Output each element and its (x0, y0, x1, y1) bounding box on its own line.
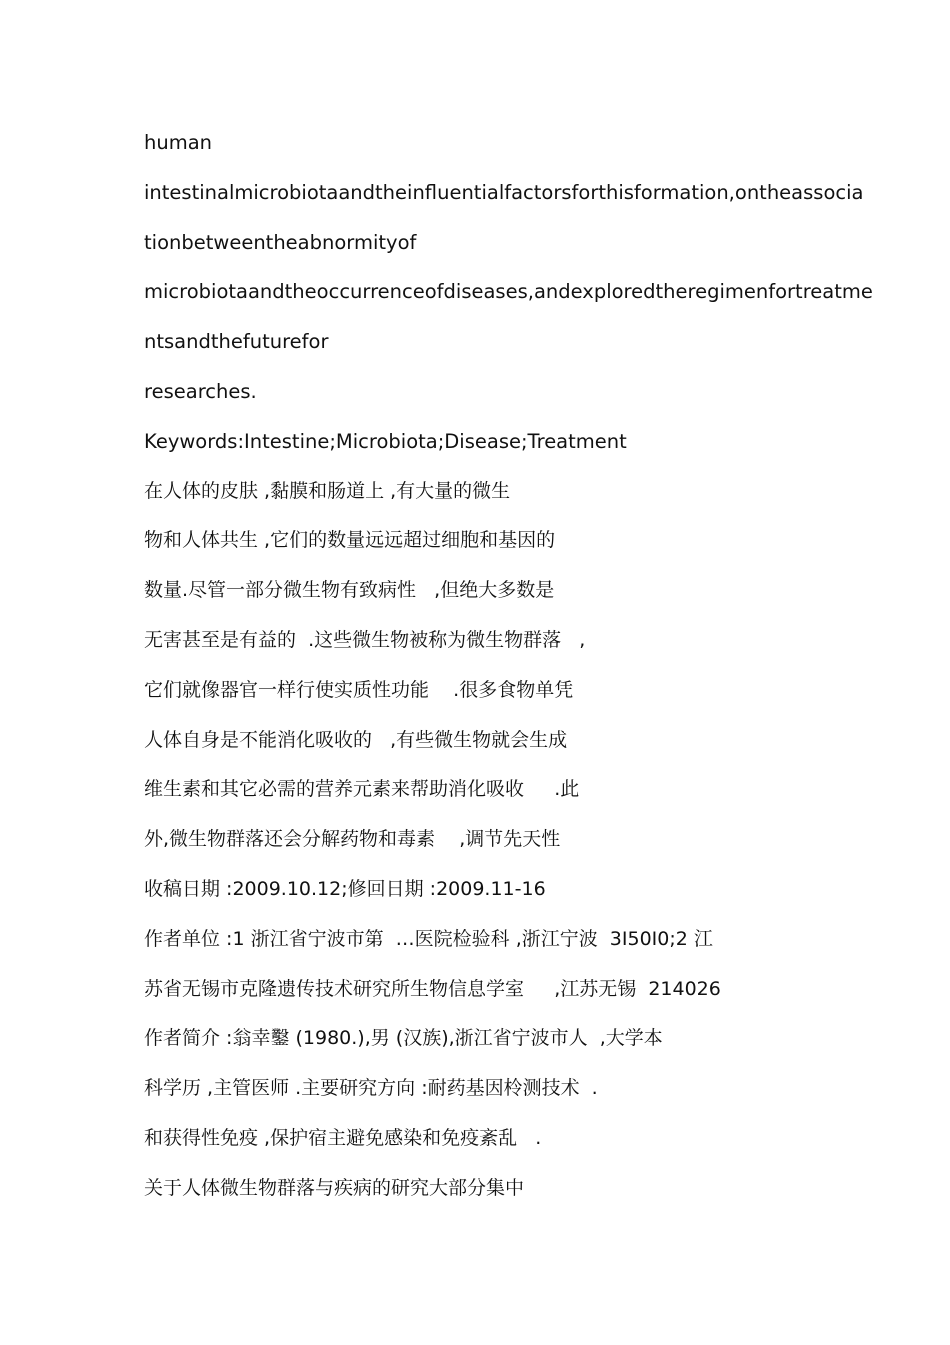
text-line: 数量.尽管一部分微生物有致病性 ,但绝大多数是 (144, 579, 555, 602)
text-line: 维生素和其它必需的营养元素来帮助消化吸收 .此 (144, 778, 580, 801)
text-line: microbiotaandtheoccurrenceofdiseases,andexploredtheregimenfortreatme (144, 280, 873, 304)
text-line: 物和人体共生 ,它们的数量远远超过细胞和基因的 (144, 529, 556, 552)
text-line: 在人体的皮肤 ,黏膜和肠道上 ,有大量的微生 (144, 479, 511, 502)
author-affiliation-line: 作者单位 :1 浙江省宁波市第 …医院检验科 ,浙江宁波 3I50I0;2 江 (144, 927, 713, 950)
text-line: 关于人体微生物群落与疾病的研究大部分集中 (144, 1176, 525, 1199)
keywords-line: Keywords:Intestine;Microbiota;Disease;Treatment (144, 429, 627, 453)
text-line: ntsandthefuturefor (144, 330, 329, 354)
text-line: 无害甚至是有益的 .这些微生物被称为微生物群落 , (144, 628, 586, 651)
received-date-line: 收稿日期 :2009.10.12;修回日期 :2009.11-16 (144, 877, 546, 900)
text-line: intestinalmicrobiotaandtheinfluentialfactorsforthisformation,ontheassocia (144, 180, 864, 204)
text-line: 和获得性免疫 ,保护宿主避免感染和免疫紊乱 . (144, 1126, 542, 1149)
author-bio-line: 科学历 ,主管医师 .主要研究方向 :耐药基因柃测技术 . (144, 1077, 598, 1100)
author-bio-line: 作者简介 :翁幸鑿 (1980.),男 (汉族),浙江省宁波市人 ,大学本 (144, 1027, 663, 1050)
author-affiliation-line: 苏省无锡市克隆遗传技术研究所生物信息学室 ,江苏无锡 214026 (144, 977, 721, 1000)
text-line: researches. (144, 379, 257, 403)
text-body (144, 118, 934, 1214)
text-line: tionbetweentheabnormityof (144, 230, 417, 254)
text-line: 它们就像器官一样行使实质性功能 .很多食物单凭 (144, 678, 574, 701)
text-line: 外,微生物群落还会分解药物和毒素 ,调节先天性 (144, 828, 561, 851)
text-line: human (144, 131, 213, 154)
text-line: 人体自身是不能消化吸收的 ,有些微生物就会生成 (144, 728, 568, 751)
